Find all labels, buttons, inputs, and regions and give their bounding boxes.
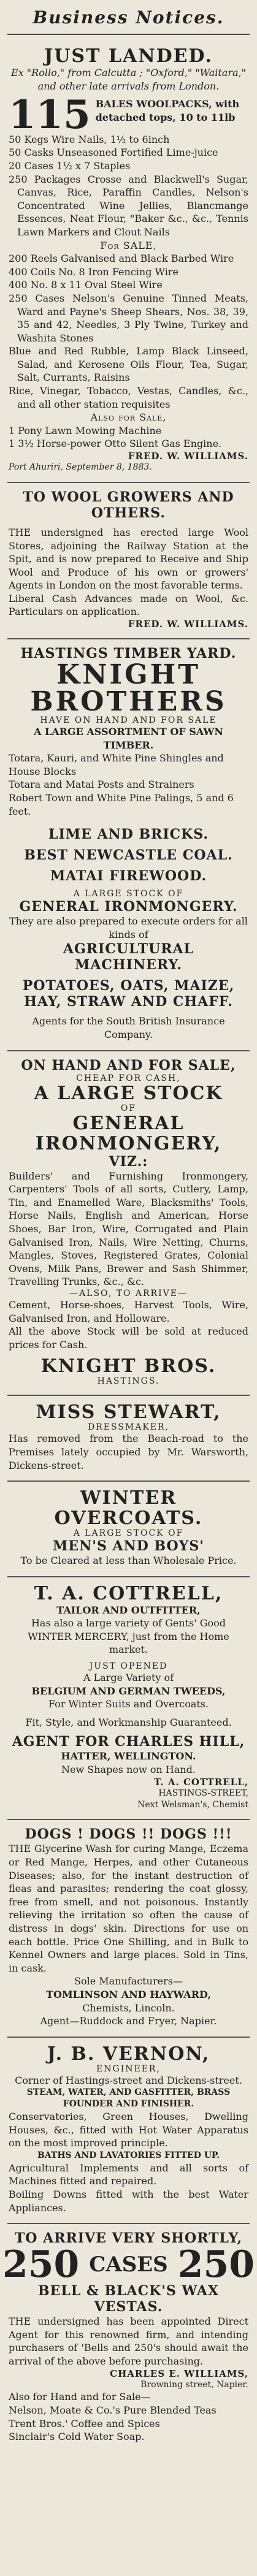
ad4-cement: Cement, Horse-shoes, Harvest Tools, Wire, Galvanised Iron, and Holloware. (9, 1298, 248, 1324)
ad-vernon-engineer (7, 2038, 250, 2224)
ad7-hatter: HATTER, WELLINGTON. (61, 1750, 196, 1762)
ad-knight-bros-ironmongery (7, 1051, 250, 1397)
ad1-date: Port Ahuriri, September 8, 1883. (9, 462, 152, 473)
ad10-body: THE undersigned has been appointed Direct Agent for this renowned firm, and intending purchasers of 'Bells and 250's should await the arrival of the above before purchasing. (9, 2315, 248, 2367)
ad1-line: 1 3½ Horse-power Otto Silent Gas Engine. (9, 438, 222, 450)
ad3-brand: KNIGHT BROTHERS (30, 659, 227, 718)
ad4-large: A LARGE STOCK (34, 1082, 223, 1104)
ad3-sub: HAVE ON HAND AND FOR SALE (40, 715, 217, 726)
ad5-brand: MISS STEWART, (36, 1401, 221, 1423)
ad-just-landed (7, 40, 250, 483)
ad4-body: Builders' and Furnishing Ironmongery, Carpenters' Tools of all sorts, Cutlery, Lamp, Tin, and Enamelled Ware, Blacksmiths' Tools, Horse Nails, English and American, Horse Shoes, Bar Iron, Wire, Corrugated and Plain Galvanised Iron, Nails, Wire Netting, Churns, Mangles, Stoves, Registered Grates, Colonial Ovens, Milk Pans, Brewer and Sash Shimmer, Travelling Trunks, &c., &c. (9, 1170, 248, 1288)
ad9-boiling: Boiling Downs fitted with the best Water Appliances. (9, 2188, 248, 2214)
ad10-headline: TO ARRIVE VERY SHORTLY, (14, 2230, 243, 2247)
ad1-line: Blue and Red Rubble, Lamp Black Linseed, Salad, and Kerosene Oils Flour, Tea, Sugar, Salt, Currants, Raisins (9, 345, 248, 384)
ad3-line4: Robert Town and White Pine Palings, 5 and 6 feet. (9, 792, 234, 817)
ad2-liberal: Liberal Cash Advances made on Wool, &c. Particulars on application. (9, 592, 248, 618)
ad9-body: Conservatories, Green Houses, Dwelling Houses, &c., fitted with Hot Water Apparatus on the most improved principle. (9, 2111, 248, 2149)
ad-winter-overcoats (7, 1482, 250, 1577)
ad10-brand: BELL & BLACK'S WAX VESTAS. (38, 2283, 219, 2315)
ad7-brand: T. A. COTTRELL, (34, 1582, 223, 1604)
ad10-signature: CHARLES E. WILLIAMS, (110, 2368, 248, 2379)
ad10-cases: CASES (89, 2252, 168, 2277)
ad-miss-stewart (7, 1396, 250, 1482)
ad1-also: Also for Sale, (90, 411, 167, 424)
ad-cottrell-tailor (7, 1577, 250, 1821)
ad1-line: 20 Cases 1½ x 7 Staples (9, 159, 131, 172)
ad9-brand: J. B. VERNON, (47, 2043, 210, 2065)
ad3-potatoes: POTATOES, OATS, MAIZE, HAY, STRAW AND CHAFF. (22, 978, 235, 1010)
ad3-headline: HASTINGS TIMBER YARD. (20, 646, 237, 662)
ad3-line1: A LARGE ASSORTMENT OF SAWN TIMBER. (33, 726, 224, 751)
ad4-stock: All the above Stock will be sold at reduced prices for Cash. (9, 1325, 248, 1351)
ad10-nelson: Nelson, Moate & Co.'s Pure Blended Teas (9, 2404, 217, 2417)
rule (7, 34, 250, 35)
ad8-chem: Chemists, Lincoln. (82, 2002, 175, 2014)
ad6-stock-intro: A LARGE STOCK OF (73, 1528, 184, 1539)
ad8-headline: DOGS ! DOGS !! DOGS !!! (25, 1826, 232, 1843)
ad1-headline: JUST LANDED. (44, 45, 213, 67)
ad2-signature: FRED. W. WILLIAMS. (128, 619, 248, 630)
ad3-stock-intro: A LARGE STOCK OF (73, 889, 184, 899)
ad2-headline: TO WOOL GROWERS AND OTHERS. (23, 489, 234, 521)
ad9-corner: Corner of Hastings-street and Dickens-street. (15, 2074, 242, 2086)
ad10-trent: Trent Bros.' Coffee and Spices (9, 2417, 160, 2429)
ad1-line: 250 Cases Nelson's Genuine Tinned Meats, Ward and Payne's Sheep Shears, Nos. 38, 39, 35 and 42, Needles, 3 Ply Twine, Turkey and Washita Stones (9, 292, 248, 344)
masthead: Business Notices. (33, 7, 224, 28)
ad-wool-growers (7, 483, 250, 639)
ad1-ex: Ex "Rollo," from Calcutta ; "Oxford," "Waitara," and other late arrivals from London. (11, 67, 246, 92)
ad10-num-left: 250 (2, 2243, 80, 2287)
ad4-brand: GENERAL IRONMONGERY, (35, 1112, 222, 1154)
ad10-num-right: 250 (177, 2243, 255, 2287)
ad1-line: 250 Packages Crosse and Blackwell's Sugar, Canvas, Rice, Paraffin Candles, Nelson's Concentrated Wine Jellies, Blancmange Essences, Neat Flour, "Baker &c., &c., Tennis Lawn Markers and Clout Nails (9, 173, 248, 238)
ad1-line: 1 Pony Lawn Mowing Machine (9, 424, 162, 436)
ad1-line: 200 Reels Galvanised and Black Barbed Wire (9, 253, 234, 265)
ad-bell-black-vestas (2, 2224, 255, 2452)
ad1-line: 50 Casks Unseasoned Fortified Lime-juice (9, 147, 218, 159)
ad3-agri: AGRICULTURAL MACHINERY. (63, 941, 194, 974)
ad1-num: 115 (9, 92, 91, 139)
ad3-stock: GENERAL IRONMONGERY. (19, 899, 238, 915)
ad7-fit: Fit, Style, and Workmanship Guaranteed. (25, 1716, 232, 1728)
ad-hastings-timber-yard (7, 639, 250, 1051)
ad3-matai: MATAI FIREWOOD. (50, 868, 207, 885)
ad9-trade: ENGINEER, (96, 2063, 161, 2074)
ad5-trade: DRESSMAKER, (87, 1422, 170, 1433)
ad7-suits: For Winter Suits and Overcoats. (48, 1698, 209, 1710)
ad1-line: 50 Kegs Wire Nails, 1½ to 6inch (9, 133, 170, 145)
ad1-sale: For SALE, (100, 239, 157, 251)
ad3-orders: They are also prepared to execute orders for all kinds of (9, 915, 248, 940)
ad4-location: HASTINGS. (97, 1376, 160, 1387)
ad7-signature: T. A. COTTRELL, (154, 1776, 248, 1788)
ad4-viz: VIZ.: (109, 1153, 148, 1170)
ad7-agent: AGENT FOR CHARLES HILL, (12, 1734, 245, 1750)
ad9-agri: Agricultural Implements and all sorts of Machines fitted and repaired. (9, 2162, 248, 2187)
ad4-headline: ON HAND AND FOR SALE, (21, 1057, 236, 1073)
ad4-signature: KNIGHT BROS. (40, 1355, 217, 1378)
ad10-hand: Also for Hand and for Sale— (9, 2391, 151, 2403)
ad7-tweeds: BELGIUM AND GERMAN TWEEDS, (31, 1685, 226, 1697)
ad7-trade: TAILOR AND OUTFITTER, (56, 1604, 201, 1616)
ad6-clear: To be Cleared at less than Wholesale Price. (20, 1555, 237, 1567)
ad9-trades: STEAM, WATER, AND GASFITTER, BRASS FOUNDER AND FINISHER. (26, 2087, 231, 2109)
ad1-line: 400 No. 8 x 11 Oval Steel Wire (9, 279, 163, 291)
ad3-line3: Totara and Matai Posts and Strainers (9, 779, 194, 791)
ad8-agent: Agent—Ruddock and Fryer, Napier. (40, 2015, 217, 2027)
ad10-sinclair: Sinclair's Cold Water Soap. (9, 2431, 145, 2443)
ad7-next: Next Welsman's, Chemist (137, 1799, 248, 1810)
ad1-line: 400 Coils No. 8 Iron Fencing Wire (9, 265, 178, 278)
ad3-coal: BEST NEWCASTLE COAL. (24, 847, 233, 864)
ad4-of: OF (120, 1103, 137, 1113)
ad7-opened: JUST OPENED (89, 1661, 168, 1672)
ad8-body: THE Glycerine Wash for curing Mange, Eczema or Red Mange, Herpes, and other Cutaneous Diseases; also, for the instant destruction of fleas and parasites; rendering the coat glossy, free from smell, and not poisonous. Instantly relieving the irritation so often the cause of distress in dogs' skin. Directions for use on each bottle. Price One Shilling, and in Bulk to Kennel Owners and large places. Sold in Tins, in cask. (9, 1843, 248, 1974)
ad1-num-text: BALES WOOLPACKS, with detached tops, 10 to 11lb (95, 98, 240, 123)
ad3-lime: LIME AND BRICKS. (48, 826, 209, 843)
ad1-signature: FRED. W. WILLIAMS. (128, 451, 248, 462)
ad10-street: Browning street, Napier. (140, 2379, 248, 2390)
ad3-line2: Totara, Kauri, and White Pine Shingles and House Blocks (9, 752, 224, 777)
ad7-variety: A Large Variety of (83, 1672, 174, 1684)
ad3-agents: Agents for the South British Insurance Company. (32, 1015, 225, 1041)
ad10-quantity (2, 2243, 255, 2287)
ad-dogs-glycerine-wash (7, 1820, 250, 2037)
ad7-hats: New Shapes now on Hand. (61, 1764, 196, 1776)
ad7-street: HASTINGS-STREET, (158, 1788, 248, 1798)
ad8-signature: TOMLINSON AND HAYWARD, (46, 1988, 211, 2000)
ad4-arrive: —ALSO, TO ARRIVE— (69, 1288, 188, 1298)
ad2-body: THE undersigned has erected large Wool Stores, adjoining the Railway Station at the Spit, and is now prepared to Receive and Ship Wool and Produce of his own or growers' Agents in London on the most favorable terms. (9, 526, 248, 592)
ad9-baths: BATHS AND LAVATORIES FITTED UP. (37, 2150, 220, 2160)
ad4-cheap: CHEAP FOR CASH, (76, 1073, 181, 1083)
ad5-body: Has removed from the Beach-road to the Premises lately occupied by Mr. Warsworth, Dickens-street. (9, 1433, 248, 1471)
ad6-headline: WINTER OVERCOATS. (54, 1487, 203, 1530)
ad6-stock: MEN'S AND BOYS' (53, 1538, 204, 1555)
ad8-makers: Sole Manufacturers— (74, 1975, 183, 1987)
ad7-body: Has also a large variety of Gents' Good WINTER MERCERY, just from the Home market. (28, 1617, 229, 1656)
ad1-line: Rice, Vinegar, Tobacco, Vestas, Candles, &c., and all other station requisites (9, 385, 248, 410)
